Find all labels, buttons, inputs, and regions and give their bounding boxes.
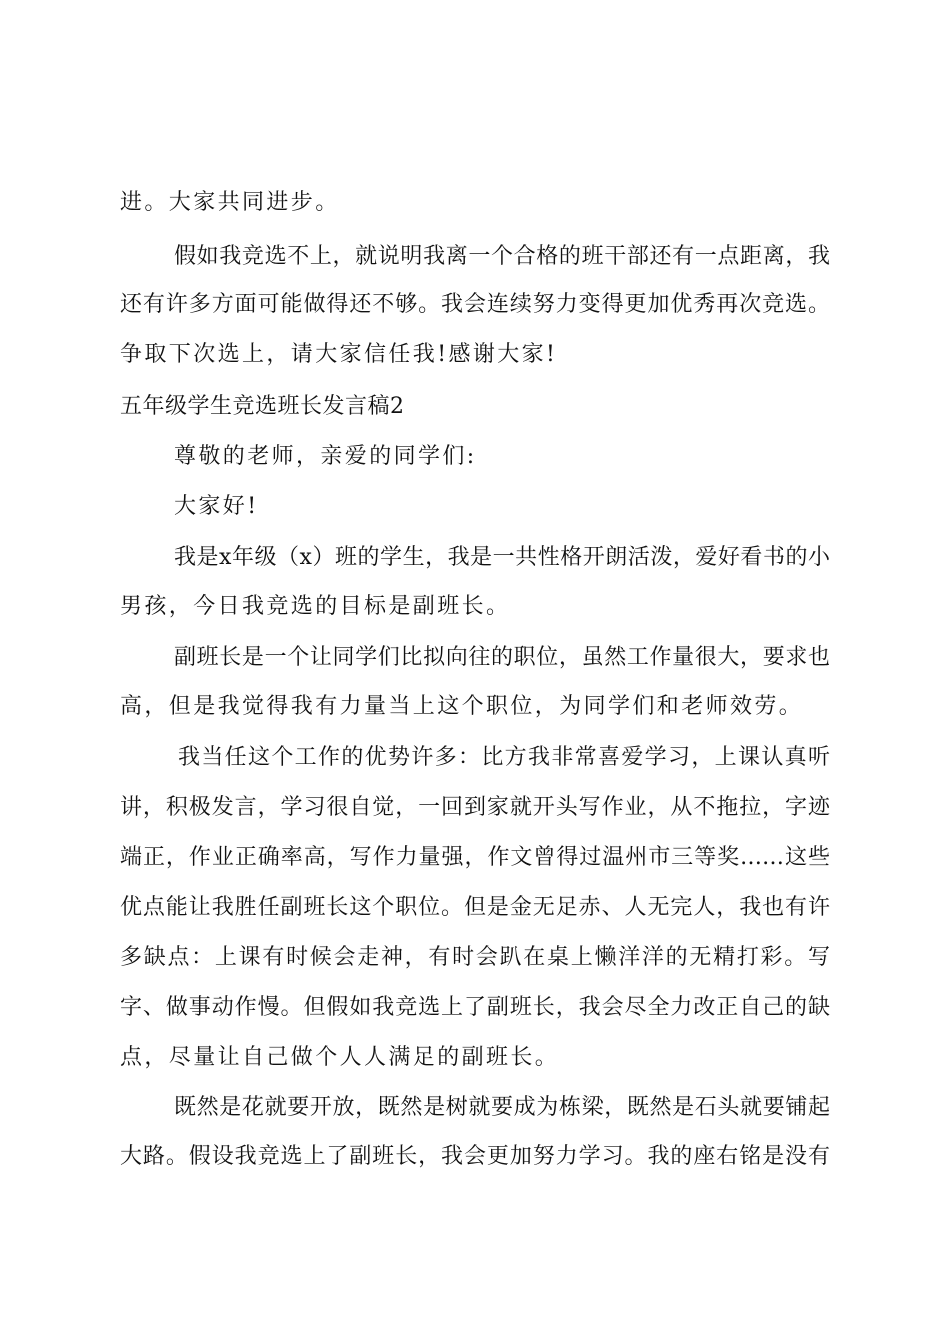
paragraph-line: 高，但是我觉得我有力量当上这个职位，为同学们和老师效劳。 [120,694,804,719]
paragraph-line: 假如我竞选不上，就说明我离一个合格的班干部还有一点距离，我 [174,244,830,269]
paragraph-line: 端正，作业正确率高，写作力量强，作文曾得过温州市三等奖……这些 [120,845,830,870]
paragraph-line: 争取下次选上，请大家信任我!感谢大家! [120,342,558,367]
paragraph-line: 多缺点：上课有时候会走神，有时会趴在桌上懒洋洋的无精打彩。写 [120,945,830,970]
paragraph-line: 优点能让我胜任副班长这个职位。但是金无足赤、人无完人，我也有许 [120,895,830,920]
paragraph-line: 我当任这个工作的优势许多：比方我非常喜爱学习，上课认真听 [178,745,830,770]
salutation: 尊敬的老师，亲爱的同学们: [174,444,477,469]
paragraph-line: 还有许多方面可能做得还不够。我会连续努力变得更加优秀再次竞选。 [120,292,830,317]
paragraph-line: 我是x年级（x）班的学生，我是一共性格开朗活泼，爱好看书的小 [174,545,830,570]
paragraph-line: 副班长是一个让同学们比拟向往的职位，虽然工作量很大，要求也 [174,645,830,670]
paragraph-line: 字、做事动作慢。但假如我竞选上了副班长，我会尽全力改正自己的缺 [120,995,830,1020]
greeting: 大家好! [174,494,259,519]
section-title: 五年级学生竞选班长发言稿2 [120,394,405,419]
paragraph-line: 男孩，今日我竞选的目标是副班长。 [120,594,511,619]
paragraph-line: 既然是花就要开放，既然是树就要成为栋梁，既然是石头就要铺起 [174,1095,830,1120]
text-line: 进。大家共同进步。 [120,190,340,215]
paragraph-line: 大路。假设我竞选上了副班长，我会更加努力学习。我的座右铭是没有 [120,1144,830,1169]
paragraph-line: 点，尽量让自己做个人人满足的副班长。 [120,1045,560,1070]
paragraph-line: 讲，积极发言，学习很自觉，一回到家就开头写作业，从不拖拉，字迹 [120,795,830,820]
